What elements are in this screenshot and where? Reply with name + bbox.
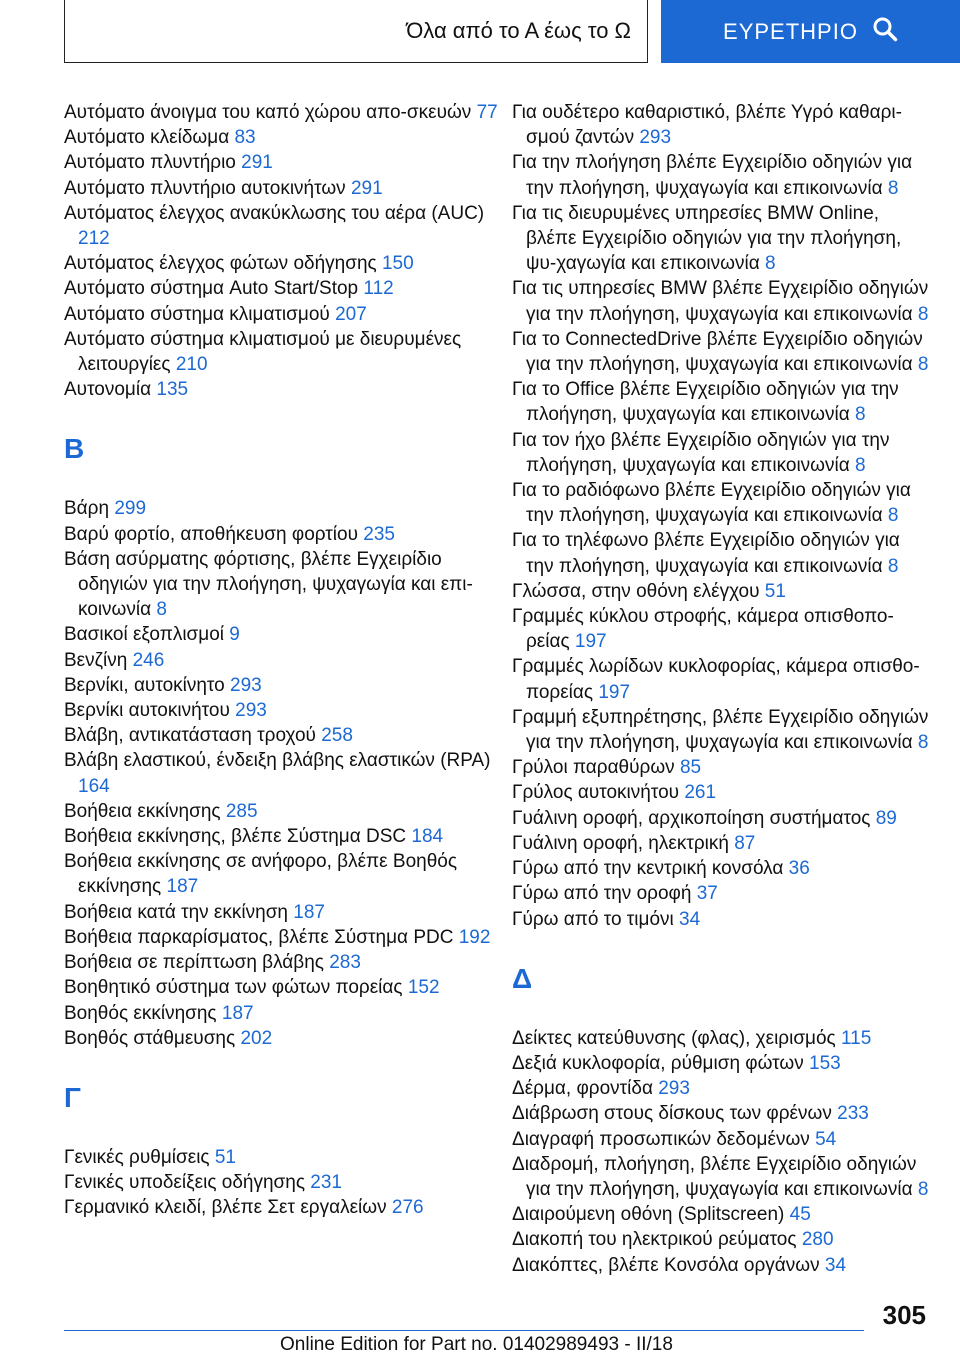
index-entry [64,723,504,748]
index-entry-term: Γρύλοι παραθύρων [512,757,675,779]
index-entry [512,907,932,932]
index-entry-term: Γραμμές λωρίδων κυκλοφορίας, κάμερα οπισθο-πορείας [512,656,920,703]
index-entry-term: Αυτόματο σύστημα κλιματισμού με διευρυμένες λειτουργίες [64,328,462,376]
index-entry-page-link[interactable]: 9 [229,624,240,646]
footer-edition: Online Edition for Part no. 01402989493 - II/18 [280,1334,673,1355]
index-entry-term: Αυτονομία [64,379,152,401]
index-entry-term: Για την πλοήγηση βλέπε Εγχειρίδιο οδηγιών για την πλοήγηση, ψυχαγωγία και επικοινωνία [512,152,913,199]
index-entry-term: Αυτόματο σύστημα Auto Start/Stop [64,278,359,300]
index-entry-page-link[interactable]: 285 [225,800,258,822]
index-entry-term: Για το Office βλέπε Εγχειρίδιο οδηγιών για την πλοήγηση, ψυχαγωγία και επικοινωνία [512,379,899,426]
index-entry-term: Γυάλινη οροφή, ηλεκτρική [512,832,729,854]
index-entry-page-link[interactable]: 152 [407,977,440,999]
index-entry-page-link[interactable]: 233 [837,1103,869,1125]
index-entry-page-link[interactable]: 212 [78,228,110,250]
index-entry [64,1170,504,1195]
index-entry-term: Βοήθεια σε περίπτωση βλάβης [64,952,324,974]
index-entry-term: Γραμμή εξυπηρέτησης, βλέπε Εγχειρίδιο οδηγιών για την πλοήγηση, ψυχαγωγία και επικοινωνία [512,706,929,754]
index-entry [64,799,504,824]
index-entry [64,522,504,547]
index-entry-term: Γρύλος αυτοκινήτου [512,782,680,804]
index-entry-page-link[interactable]: 8 [917,1178,929,1200]
index-entry [64,1001,504,1026]
index-entry-page-link[interactable]: 135 [156,379,189,401]
index-entry [64,950,504,975]
index-entry-page-link[interactable]: 34 [679,908,701,930]
index-entry-term: Γύρω από το τιμόνι [512,908,674,930]
index-entry [512,428,932,478]
index-entry [512,831,932,856]
index-entry [512,780,932,805]
index-entry-page-link[interactable]: 293 [639,127,672,149]
index-entry-page-link[interactable]: 291 [241,152,273,174]
index-entry-term: Βάση ασύρματης φόρτισης, βλέπε Εγχειρίδιο οδηγιών για την πλοήγηση, ψυχαγωγία και επι-κοινωνία [64,548,473,621]
index-entry [64,251,504,276]
index-entry [512,705,932,755]
index-entry-page-link[interactable]: 293 [235,700,267,722]
index-entry [64,327,504,377]
index-entry-page-link[interactable]: 36 [788,858,810,880]
index-entry-term: Βοηθητικό σύστημα των φώτων πορείας [64,977,403,999]
index-entry-term: Αυτόματο πλυντήριο αυτοκινήτων [64,177,346,199]
index-entry [64,125,504,150]
index-entry [512,1227,932,1252]
index-entry-term: Βοήθεια παρκαρίσματος, βλέπε Σύστημα PDC [64,926,454,948]
index-entry-term: Βλάβη, αντικατάσταση τροχού [64,725,316,747]
index-entry-term: Βοήθεια κατά την εκκίνηση [64,901,288,923]
index-entry-page-link[interactable]: 83 [234,127,256,149]
index-entry [512,1202,932,1227]
index-entry [64,547,504,623]
index-entry-term: Γύρω από την οροφή [512,883,692,905]
index-entry [64,100,504,125]
tab-index[interactable] [661,0,960,63]
index-entry [64,1026,504,1051]
index-entry-term: Για το τηλέφωνο βλέπε Εγχειρίδιο οδηγιών για την πλοήγηση, ψυχαγωγία και επικοινωνία [512,530,900,577]
index-entry [64,698,504,723]
index-entry-page-link[interactable]: 293 [658,1078,690,1100]
index-entry-term: Βλάβη ελαστικού, ένδειξη βλάβης ελαστικών (RPA) [64,750,491,772]
index-entry-page-link[interactable]: 187 [221,1002,254,1024]
index-entry [512,1253,932,1278]
index-entry [512,881,932,906]
index-entry-page-link[interactable]: 37 [696,883,718,905]
index-entry-page-link[interactable]: 258 [321,725,353,747]
index-entry [512,1152,932,1202]
index-entry-term: Βασικοί εξοπλισμοί [64,624,224,646]
index-entry-page-link[interactable]: 283 [329,952,361,974]
index-entry [64,201,504,251]
index-entry-page-link[interactable]: 34 [824,1254,847,1276]
index-entry [64,925,504,950]
index-entry-term: Βοήθεια εκκίνησης, βλέπε Σύστημα DSC [64,826,407,848]
index-entry-term: Βοηθός στάθμευσης [64,1027,236,1049]
index-entry-page-link[interactable]: 164 [78,775,110,797]
page-number: 305 [882,1300,926,1330]
index-entry-term: Διαιρούμενη οθόνη (Splitscreen) [512,1204,785,1226]
index-entry [64,1145,504,1170]
index-entry [512,1127,932,1152]
index-entry-term: Βενζίνη [64,649,128,671]
index-entry-term: Γύρω από την κεντρική κονσόλα [512,858,784,880]
index-entry-term: Διαγραφή προσωπικών δεδομένων [512,1128,810,1150]
index-entry [64,1195,504,1220]
index-entry-term: Βερνίκι, αυτοκίνητο [64,674,225,696]
index-entry-page-link[interactable]: 8 [887,177,899,199]
index-entry-page-link[interactable]: 51 [214,1146,236,1168]
index-entry-page-link[interactable]: 184 [411,826,444,848]
index-entry [512,478,932,528]
index-entry-term: Δεξιά κυκλοφορία, ρύθμιση φώτων [512,1052,804,1074]
index-entry [512,528,932,578]
index-entry-term: Γερμανικό κλειδί, βλέπε Σετ εργαλείων [64,1197,387,1219]
index-entry-term: Γλώσσα, στην οθόνη ελέγχου [512,580,760,602]
index-entry [64,496,504,521]
index-entry [64,302,504,327]
index-entry-page-link[interactable]: 8 [887,505,899,527]
index-entry-page-link[interactable]: 246 [132,649,165,671]
index-entry-page-link[interactable]: 231 [310,1172,342,1194]
index-entry [512,1076,932,1101]
index-entry-term: Για το ραδιόφωνο βλέπε Εγχειρίδιο οδηγιών για την πλοήγηση, ψυχαγωγία και επικοινωνία [512,480,911,527]
index-entry-term: Γραμμές κύκλου στροφής, κάμερα οπισθοπο-ρείας [512,606,894,653]
index-entry-term: Διακόπτες, βλέπε Κονσόλα οργάνων [512,1254,820,1276]
index-entry [512,1101,932,1126]
index-entry-term: Διάβρωση στους δίσκους των φρένων [512,1103,832,1125]
index-entry [512,755,932,780]
index-entry-page-link[interactable]: 112 [363,278,394,300]
index-entry-page-link[interactable]: 8 [855,454,866,476]
tab-all-label: Όλα από το Α έως το Ω [406,18,631,43]
index-entry-page-link[interactable]: 207 [335,303,367,325]
index-entry-term: Γυάλινη οροφή, αρχικοποίηση συστήματος [512,807,871,829]
index-entry [512,654,932,704]
index-entry-page-link[interactable]: 8 [917,303,929,325]
index-entry-term: Διαδρομή, πλοήγηση, βλέπε Εγχειρίδιο οδηγιών για την πλοήγηση, ψυχαγωγία και επικοινωνία [512,1153,917,1200]
index-entry [512,604,932,654]
index-entry-page-link[interactable]: 45 [789,1204,811,1226]
tab-index-label: ΕΥΡΕΤΗΡΙΟ [723,18,858,44]
index-entry [64,648,504,673]
index-entry-page-link[interactable]: 291 [350,177,383,199]
index-entry-page-link[interactable]: 54 [815,1128,837,1150]
search-icon[interactable] [872,16,898,48]
index-entry-term: Για τις υπηρεσίες BMW βλέπε Εγχειρίδιο οδηγιών για την πλοήγηση, ψυχαγωγία και επικοινωνία [512,278,929,325]
index-entry-page-link[interactable]: 150 [381,253,414,275]
index-entry [64,377,504,402]
index-entry-page-link[interactable]: 276 [391,1197,424,1219]
index-entry-page-link[interactable]: 192 [458,926,491,948]
index-entry-page-link[interactable]: 87 [734,832,756,854]
index-entry-term: Αυτόματο πλυντήριο [64,152,236,174]
index-entry-term: Αυτόματο κλείδωμα [64,127,230,149]
tab-all-a-to-z[interactable] [64,0,648,63]
index-entry [512,1026,932,1051]
index-entry-page-link[interactable]: 280 [801,1229,834,1251]
index-entry [512,327,932,377]
index-entry-term: Βοήθεια εκκίνησης σε ανήφορο, βλέπε Βοηθός εκκίνησης [64,851,458,898]
index-entry-page-link[interactable]: 299 [114,498,147,520]
index-entry [64,276,504,301]
index-entry [512,1051,932,1076]
index-entry-term: Βερνίκι αυτοκινήτου [64,700,230,722]
index-entry [64,176,504,201]
index-entry [512,100,932,150]
footer-divider [64,1330,864,1331]
section-letter: Δ [512,962,533,994]
index-entry-term: Δέρμα, φροντίδα [512,1078,653,1100]
index-entry-page-link[interactable]: 153 [809,1052,841,1074]
index-entry-page-link[interactable]: 293 [230,674,262,696]
index-entry [64,900,504,925]
index-entry-term: Για το ConnectedDrive βλέπε Εγχειρίδιο οδηγιών για την πλοήγηση, ψυχαγωγία και επικοινωνία [512,328,923,376]
index-entry [512,150,932,200]
index-entry-term: Γενικές ρυθμίσεις [64,1146,210,1168]
index-entry [64,849,504,899]
index-entry-term: Αυτόματος έλεγχος ανακύκλωσης του αέρα (AUC) [64,202,485,224]
index-entry-page-link[interactable]: 8 [917,354,929,376]
index-entry-page-link[interactable]: 8 [917,732,929,754]
index-entry [512,806,932,831]
index-entry-page-link[interactable]: 235 [363,523,395,545]
index-entry [64,975,504,1000]
index-entry-term: Αυτόματο σύστημα κλιματισμού [64,303,330,325]
index-entry [512,856,932,881]
index-entry-page-link[interactable]: 197 [574,631,607,653]
index-entry-page-link[interactable]: 261 [684,782,717,804]
index-entry [512,579,932,604]
index-entry-term: Για ουδέτερο καθαριστικό, βλέπε Υγρό καθαρι-σμού ζαντών [512,102,902,149]
section-letter: Β [64,433,85,465]
index-entry-term: Βοηθός εκκίνησης [64,1002,217,1024]
index-entry-term: Διακοπή του ηλεκτρικού ρεύματος [512,1229,797,1251]
index-column-right [512,100,932,1278]
index-entry-term: Αυτόματο άνοιγμα του καπό χώρου απο-σκευών [64,102,472,123]
index-entry-term: Βάρη [64,498,110,520]
index-column-left [64,100,504,1221]
index-entry-page-link[interactable]: 187 [166,876,199,898]
index-entry [512,201,932,277]
index-entry-page-link[interactable]: 8 [764,253,776,275]
index-entry-page-link[interactable]: 187 [293,901,325,923]
index-entry [512,377,932,427]
index-entry-term: Βαρύ φορτίο, αποθήκευση φορτίου [64,523,358,545]
index-entry-term: Βοήθεια εκκίνησης [64,800,221,822]
index-entry-page-link[interactable]: 8 [855,404,866,426]
index-entry-term: Δείκτες κατεύθυνσης (φλας), χειρισμός [512,1027,836,1049]
index-entry-page-link[interactable]: 8 [887,555,899,577]
index-entry-page-link[interactable]: 8 [156,599,167,621]
index-entry-page-link[interactable]: 210 [175,354,208,376]
index-entry-page-link[interactable]: 85 [679,757,702,779]
index-entry-page-link[interactable]: 89 [875,807,897,829]
index-entry [64,824,504,849]
index-entry-page-link[interactable]: 77 [476,102,498,123]
index-entry-page-link[interactable]: 202 [240,1027,273,1049]
index-entry [64,622,504,647]
index-entry-page-link[interactable]: 115 [841,1027,872,1049]
section-letter: Γ [64,1081,81,1113]
index-entry [64,673,504,698]
index-entry-term: Αυτόματος έλεγχος φώτων οδήγησης [64,253,377,275]
index-entry-term: Για τις διευρυμένες υπηρεσίες BMW Online, βλέπε Εγχειρίδιο οδηγιών για την πλοήγηση, ψυ-χαγωγία και επικοινωνία [512,202,902,275]
index-entry-term: Γενικές υποδείξεις οδήγησης [64,1172,305,1194]
index-entry-page-link[interactable]: 51 [764,580,786,602]
index-entry-page-link[interactable]: 197 [598,681,631,703]
index-entry [64,150,504,175]
index-entry [512,276,932,326]
index-entry [64,748,504,798]
index-entry-term: Για τον ήχο βλέπε Εγχειρίδιο οδηγιών για την πλοήγηση, ψυχαγωγία και επικοινωνία [512,429,890,476]
